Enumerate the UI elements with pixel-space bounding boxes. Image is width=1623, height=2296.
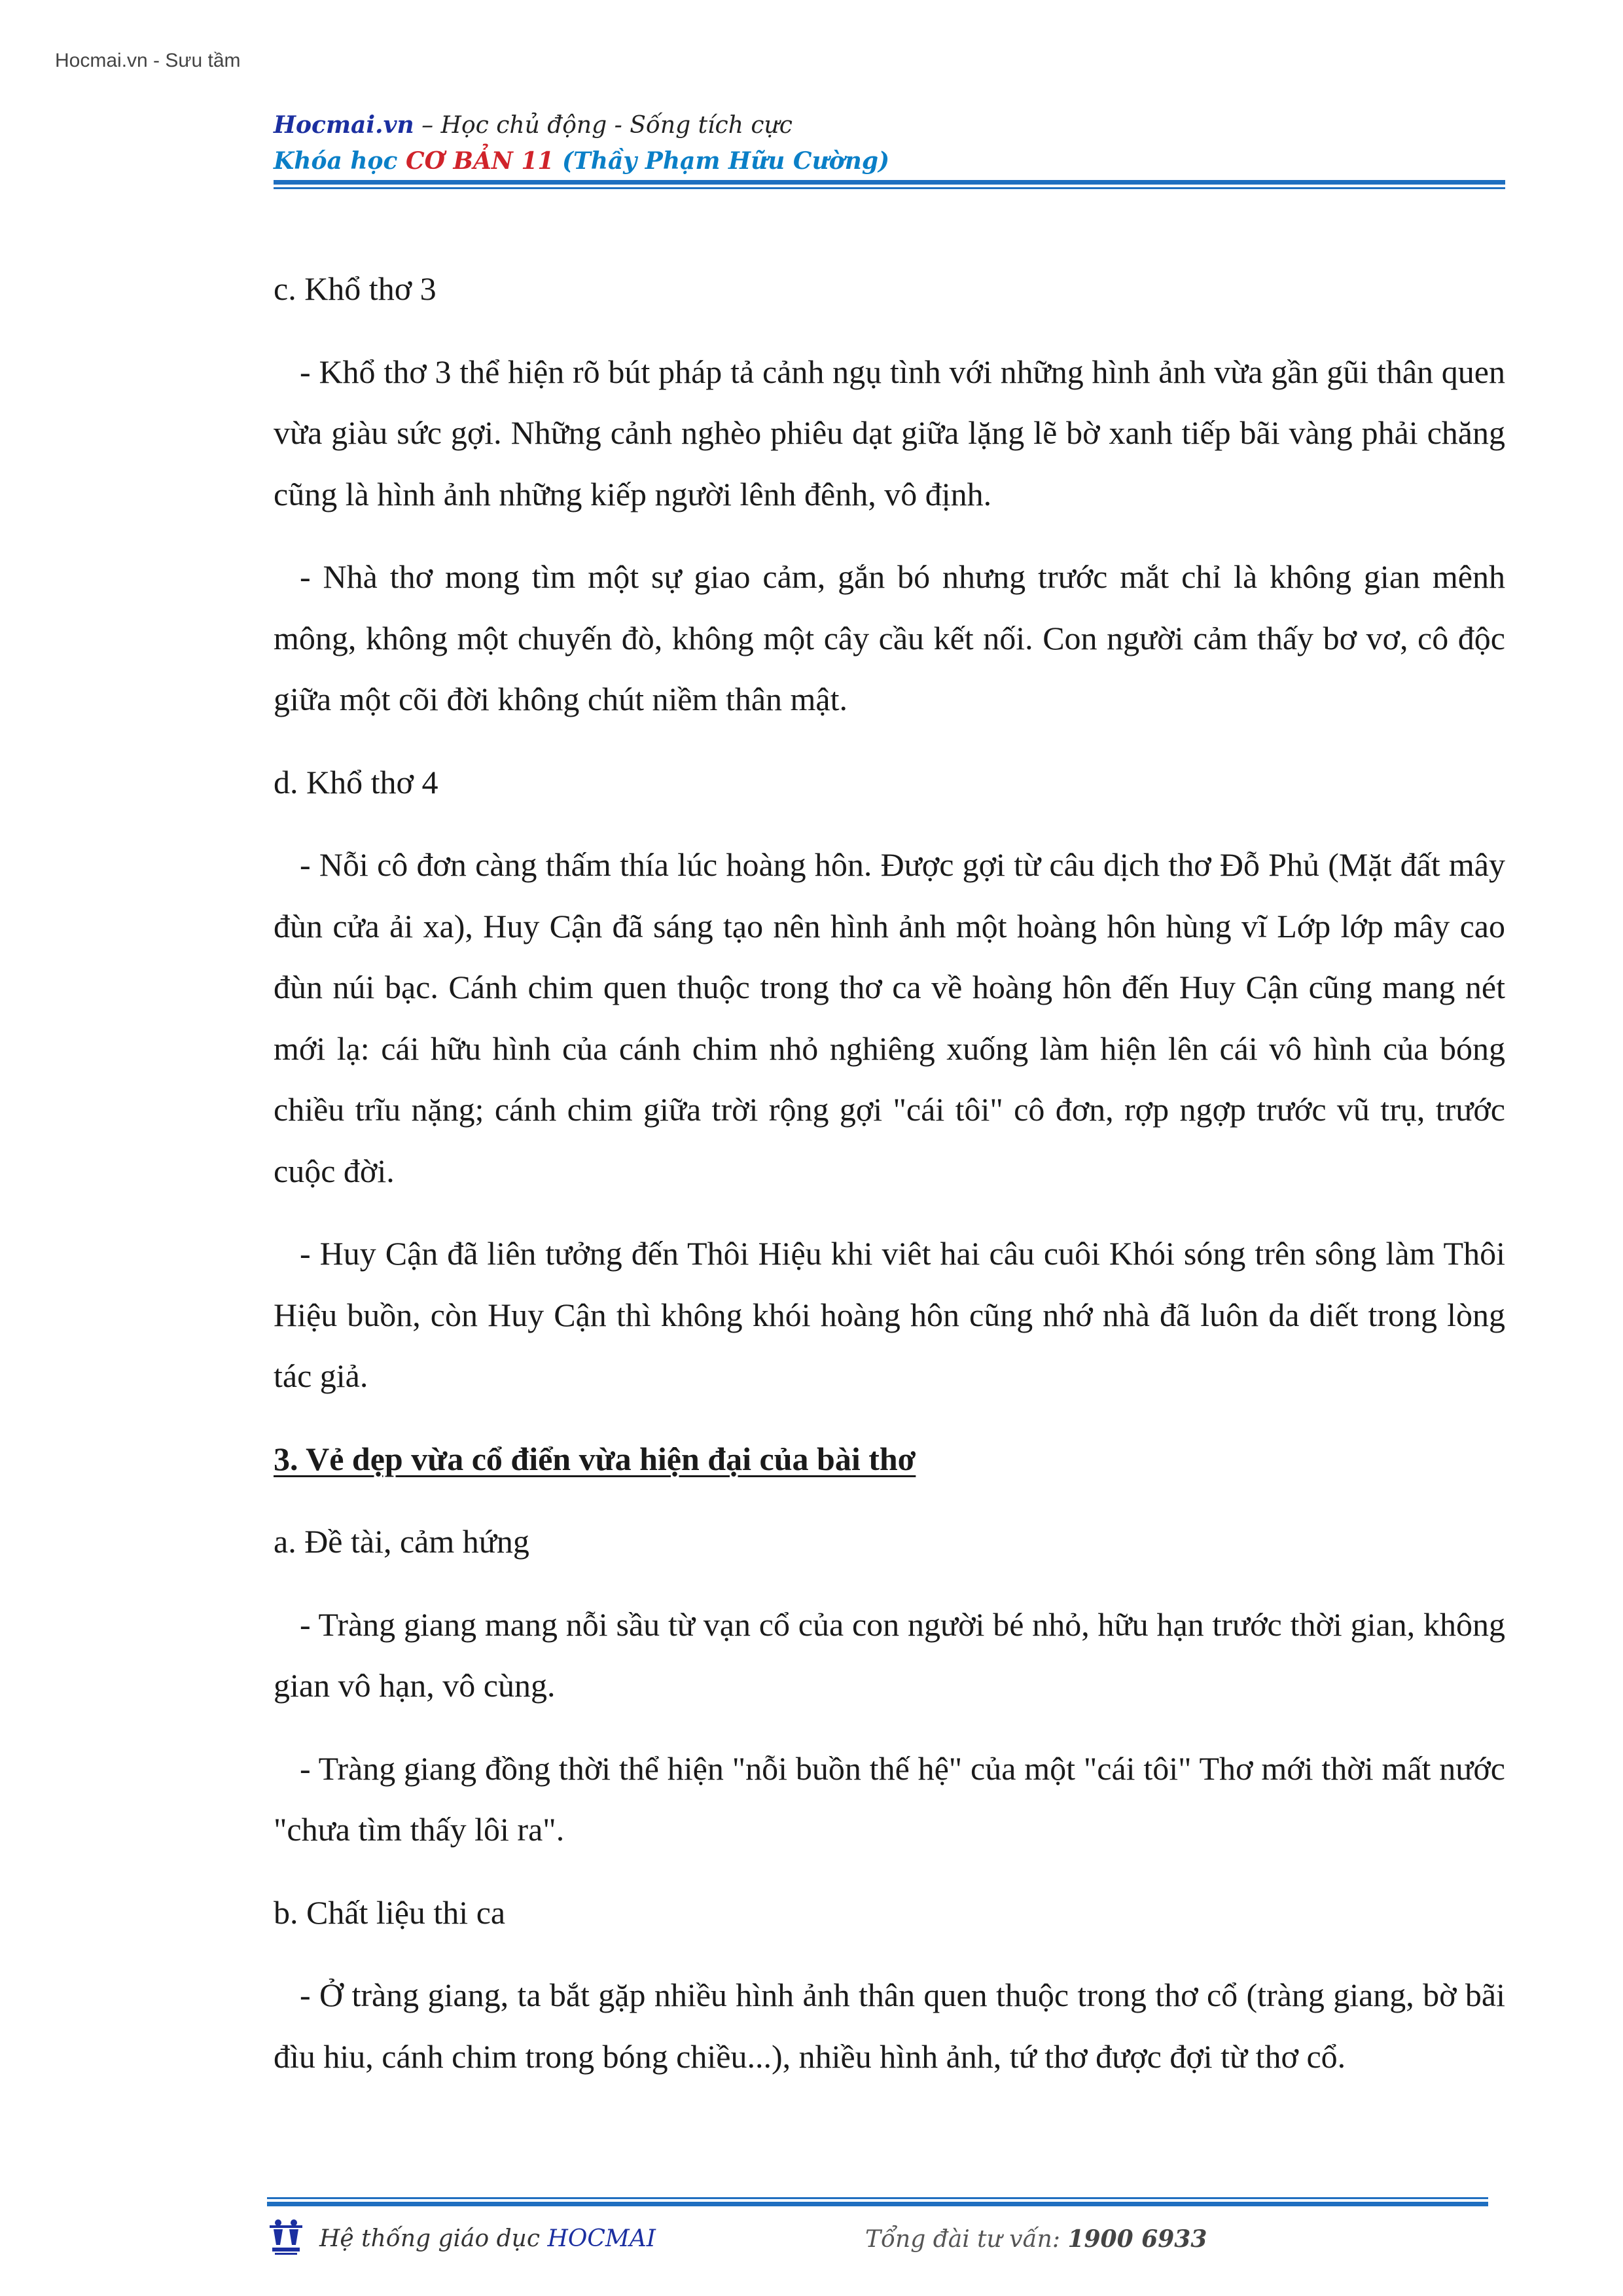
paragraph: - Tràng giang mang nỗi sầu từ vạn cổ của con người bé nhỏ, hữu hạn trước thời gian, không gian vô hạn, vô cùng.	[274, 1605, 1505, 1704]
paragraph: - Nhà thơ mong tìm một sự giao cảm, gắn bó nhưng trước mắt chỉ là không gian mênh mông, không một chuyến đò, không một cây cầu kết nối. Con người cảm thấy bơ vơ, cô độc giữa một cõi đời không chút niềm thân mật.	[274, 558, 1505, 717]
subheading-kho-tho-3: c. Khổ thơ 3	[274, 270, 437, 307]
header-course-line	[274, 143, 1505, 179]
footer-org-name: HOCMAI	[547, 2225, 656, 2252]
footer-system	[319, 2225, 656, 2252]
brand-slogan: – Học chủ động - Sống tích cực	[414, 112, 793, 139]
footer-hotline	[865, 2225, 1207, 2253]
footer-divider	[267, 2197, 1488, 2206]
paragraph: - Khổ thơ 3 thể hiện rõ bút pháp tả cảnh ngụ tình với những hình ảnh vừa gần gũi thân quen vừa giàu sức gợi. Những cảnh nghèo phiêu dạt giữa lặng lẽ bờ xanh tiếp bãi vàng phải chăng cũng là hình ảnh những kiếp người lênh đênh, vô định.	[274, 353, 1505, 512]
course-code: CƠ BẢN 11	[405, 147, 554, 175]
footer-hotline-number: 1900 6933	[1067, 2225, 1207, 2253]
header-brand-line	[274, 107, 1505, 143]
document-body	[274, 259, 1505, 2087]
course-teacher: (Thầy Phạm Hữu Cường)	[554, 147, 890, 175]
footer-system-label: Hệ thống giáo dục	[319, 2225, 548, 2252]
header-divider	[274, 180, 1505, 189]
paragraph: - Huy Cận đã liên tưởng đến Thôi Hiệu khi viêt hai câu cuôi Khói sóng trên sông làm Thôi Hiệu buồn, còn Huy Cận thì không khói hoàng hôn cũng nhớ nhà đã luôn da diết trong lòng tác giả.	[274, 1235, 1505, 1394]
section-heading: 3. Vẻ dẹp vừa cổ điển vừa hiện đại của bài thơ	[274, 1440, 916, 1477]
subheading-kho-tho-4: d. Khổ thơ 4	[274, 763, 438, 800]
paragraph: - Nỗi cô đơn càng thấm thía lúc hoàng hôn. Được gợi từ câu dịch thơ Đỗ Phủ (Mặt đất mây đùn cửa ải xa), Huy Cận đã sáng tạo nên hình ảnh một hoàng hôn hùng vĩ Lớp lớp mây cao đùn núi bạc. Cánh chim quen thuộc trong thơ ca về hoàng hôn đến Huy Cận cũng mang nét mới lạ: cái hữu hình của cánh chim nhỏ nghiêng xuống làm hiện lên cái vô hình của bóng chiều trĩu nặng; cánh chim giữa trời rộng gợi "cái tôi" cô đơn, rợp ngợp trước vũ trụ, trước cuộc đời.	[274, 846, 1505, 1189]
hocmai-logo-icon	[268, 2219, 304, 2257]
page-header	[274, 107, 1505, 179]
course-prefix: Khóa học	[274, 147, 406, 175]
paragraph: - Tràng giang đồng thời thể hiện "nỗi buồn thế hệ" của một "cái tôi" Thơ mới thời mất nước "chưa tìm thấy lôi ra".	[274, 1749, 1505, 1848]
footer-hotline-label: Tổng đài tư vấn:	[865, 2226, 1068, 2253]
subheading-chat-lieu: b. Chất liệu thi ca	[274, 1893, 506, 1931]
paragraph: - Ở tràng giang, ta bắt gặp nhiều hình ảnh thân quen thuộc trong thơ cổ (tràng giang, bờ bãi đìu hiu, cánh chim trong bóng chiều...), nhiều hình ảnh, tứ thơ được đợi từ thơ cổ.	[274, 1977, 1505, 2075]
watermark-text: Hocmai.vn - Sưu tầm	[55, 50, 241, 71]
brand-name: Hocmai.vn	[274, 111, 414, 139]
subheading-de-tai: a. Đề tài, cảm hứng	[274, 1523, 529, 1560]
